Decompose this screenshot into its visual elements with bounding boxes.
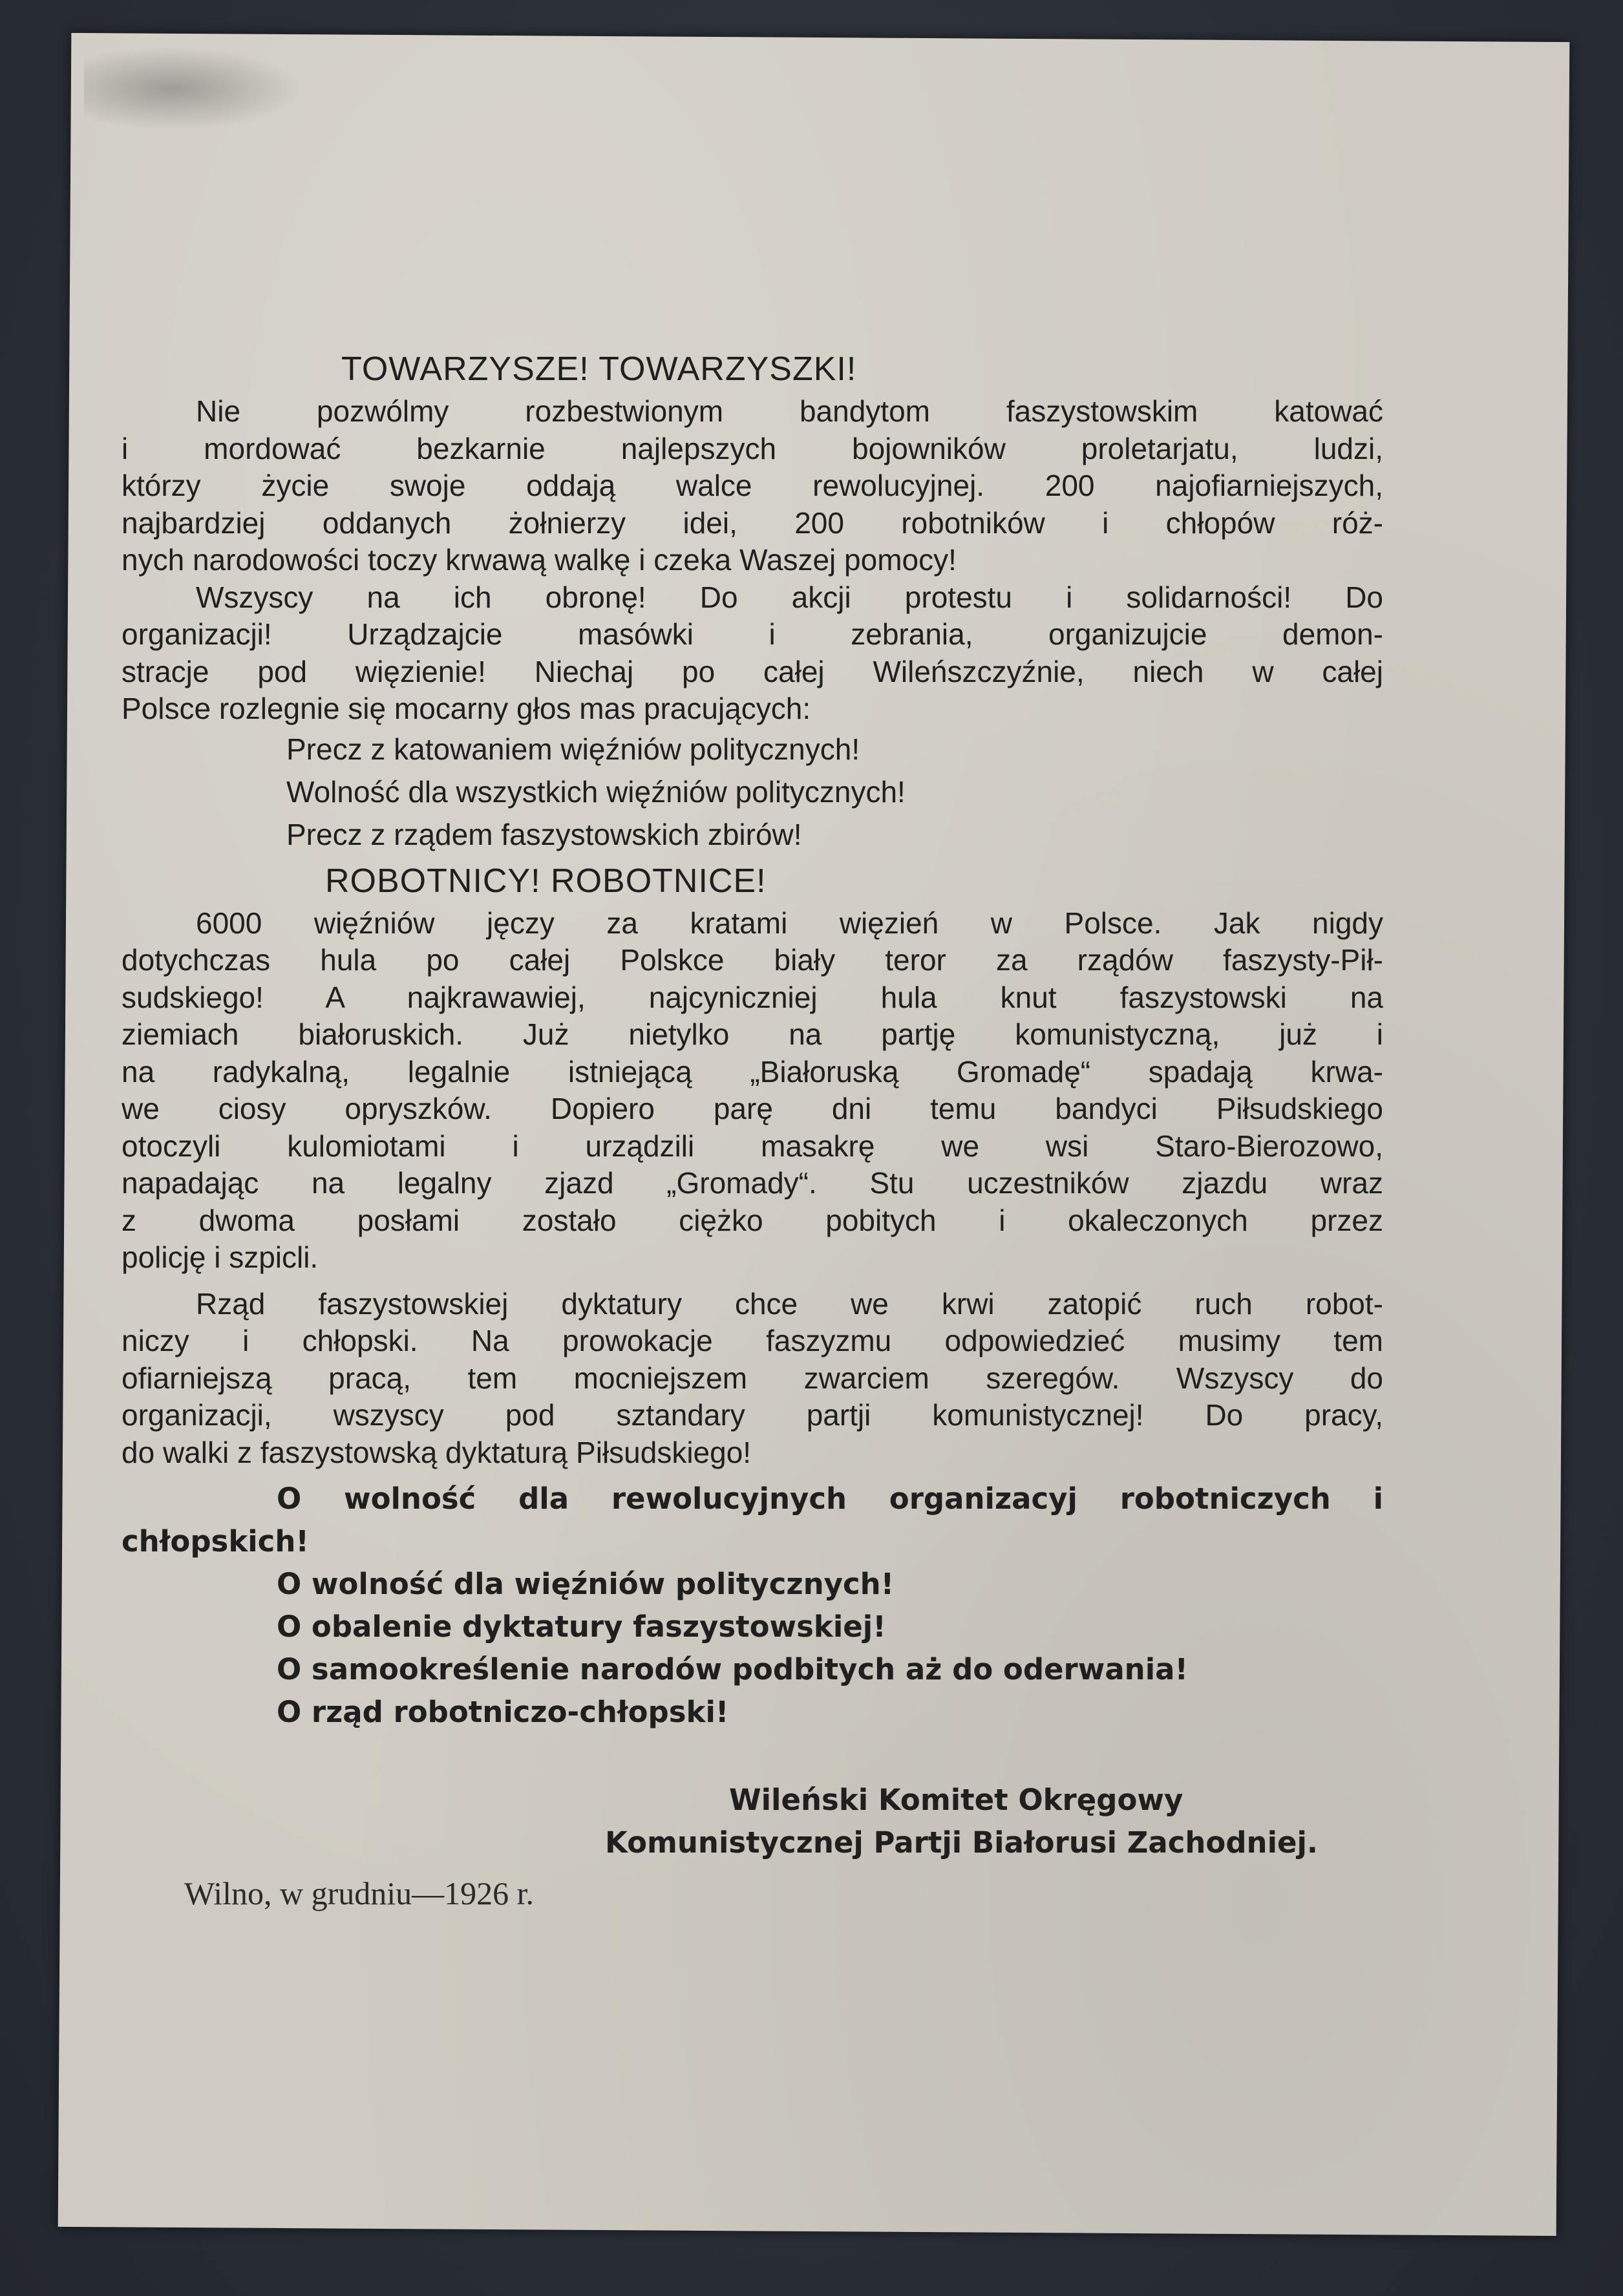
- text-line: którzy życie swoje oddają walce rewolucyjnej. 200 najofiarniejszych,: [122, 469, 1383, 502]
- paragraph-3: [122, 905, 1383, 1277]
- text-line: ziemiach białoruskich. Już nietylko na partję komunistyczną, już i: [122, 1017, 1383, 1051]
- paragraph-4: [122, 1286, 1383, 1472]
- text-line: z dwoma posłami zostało ciężko pobitych i okaleczonych przez: [122, 1203, 1383, 1237]
- text-line: policję i szpicli.: [122, 1240, 319, 1274]
- slogan: Precz z katowaniem więźniów politycznych!: [286, 732, 860, 766]
- paragraph-2: [122, 579, 1383, 728]
- leaflet-text: [122, 349, 1383, 1864]
- text-line: Rząd faszystowskiej dyktatury chce we krwi zatopić ruch robot-: [196, 1286, 1383, 1321]
- place-date: Wilno, w grudniu—1926 r.: [184, 1875, 535, 1911]
- text-line: ofiarniejszą pracą, tem mocniejszem zwarciem szeregów. Wszyscy do: [122, 1361, 1383, 1395]
- text-line: niczy i chłopski. Na prowokacje faszyzmu odpowiedzieć musimy tem: [122, 1324, 1383, 1357]
- demand-organizations: O wolność dla rewolucyjnych organizacyj robotniczych i: [277, 1482, 1383, 1516]
- demand-item: O obalenie dyktatury faszystowskiej!: [277, 1610, 886, 1644]
- text-line: na radykalną, legalnie istniejącą „Białoruską Gromadę“ spadają krwa-: [122, 1054, 1383, 1089]
- text-line: we ciosy opryszków. Dopiero parę dni temu bandyci Piłsudskiego: [122, 1092, 1383, 1125]
- heading-workers: ROBOTNICY! ROBOTNICE!: [325, 862, 767, 900]
- demand-organizations-cont: chłopskich!: [122, 1524, 309, 1558]
- text-line: najbardziej oddanych żołnierzy idei, 200 robotników i chłopów róż-: [122, 505, 1383, 540]
- demand-item: O samookreślenie narodów podbitych aż do oderwania!: [277, 1652, 1189, 1686]
- text-line: Polsce rozlegnie się mocarny głos mas pracujących:: [122, 692, 811, 725]
- text-line: Nie pozwólmy rozbestwionym bandytom faszystowskim katować: [196, 394, 1383, 428]
- heading-comrades: TOWARZYSZE! TOWARZYSZKI!: [341, 350, 857, 388]
- text-line: organizacji! Urządzajcie masówki i zebrania, organizujcie demon-: [122, 617, 1383, 651]
- paragraph-1: [122, 393, 1383, 579]
- ink-smudge: [83, 46, 304, 131]
- slogan: Wolność dla wszystkich więźniów politycznych!: [286, 774, 906, 809]
- text-line: Wszyscy na ich obronę! Do akcji protestu i solidarności! Do: [196, 580, 1383, 614]
- slogan: Precz z rządem faszystowskich zbirów!: [286, 817, 802, 851]
- signature-party: Komunistycznej Partji Białorusi Zachodniej.: [605, 1825, 1319, 1860]
- text-line: do walki z faszystowską dyktaturą Piłsudskiego!: [122, 1435, 752, 1469]
- text-line: i mordować bezkarnie najlepszych bojowników proletarjatu, ludzi,: [122, 431, 1383, 465]
- signature-committee: Wileński Komitet Okręgowy: [729, 1783, 1183, 1817]
- text-line: napadając na legalny zjazd „Gromady“. Stu uczestników zjazdu wraz: [122, 1166, 1383, 1200]
- text-line: nych narodowości toczy krwawą walkę i czeka Waszej pomocy!: [122, 543, 957, 577]
- text-line: 6000 więźniów jęczy za kratami więzień w Polsce. Jak nigdy: [196, 906, 1383, 940]
- text-line: otoczyli kulomiotami i urządzili masakrę we wsi Staro-Bierozowo,: [122, 1129, 1383, 1163]
- demand-item: O rząd robotniczo-chłopski!: [277, 1695, 729, 1729]
- text-line: dotychczas hula po całej Polskce biały teror za rządów faszysty-Pił-: [122, 943, 1383, 977]
- text-line: sudskiego! A najkrawawiej, najcyniczniej hula knut faszystowski na: [122, 980, 1383, 1014]
- text-line: organizacji, wszyscy pod sztandary partji komunistycznej! Do pracy,: [122, 1398, 1383, 1432]
- text-line: stracje pod więzienie! Niechaj po całej Wileńszczyźnie, niech w całej: [122, 654, 1383, 688]
- demand-item: O wolność dla więźniów politycznych!: [277, 1567, 895, 1601]
